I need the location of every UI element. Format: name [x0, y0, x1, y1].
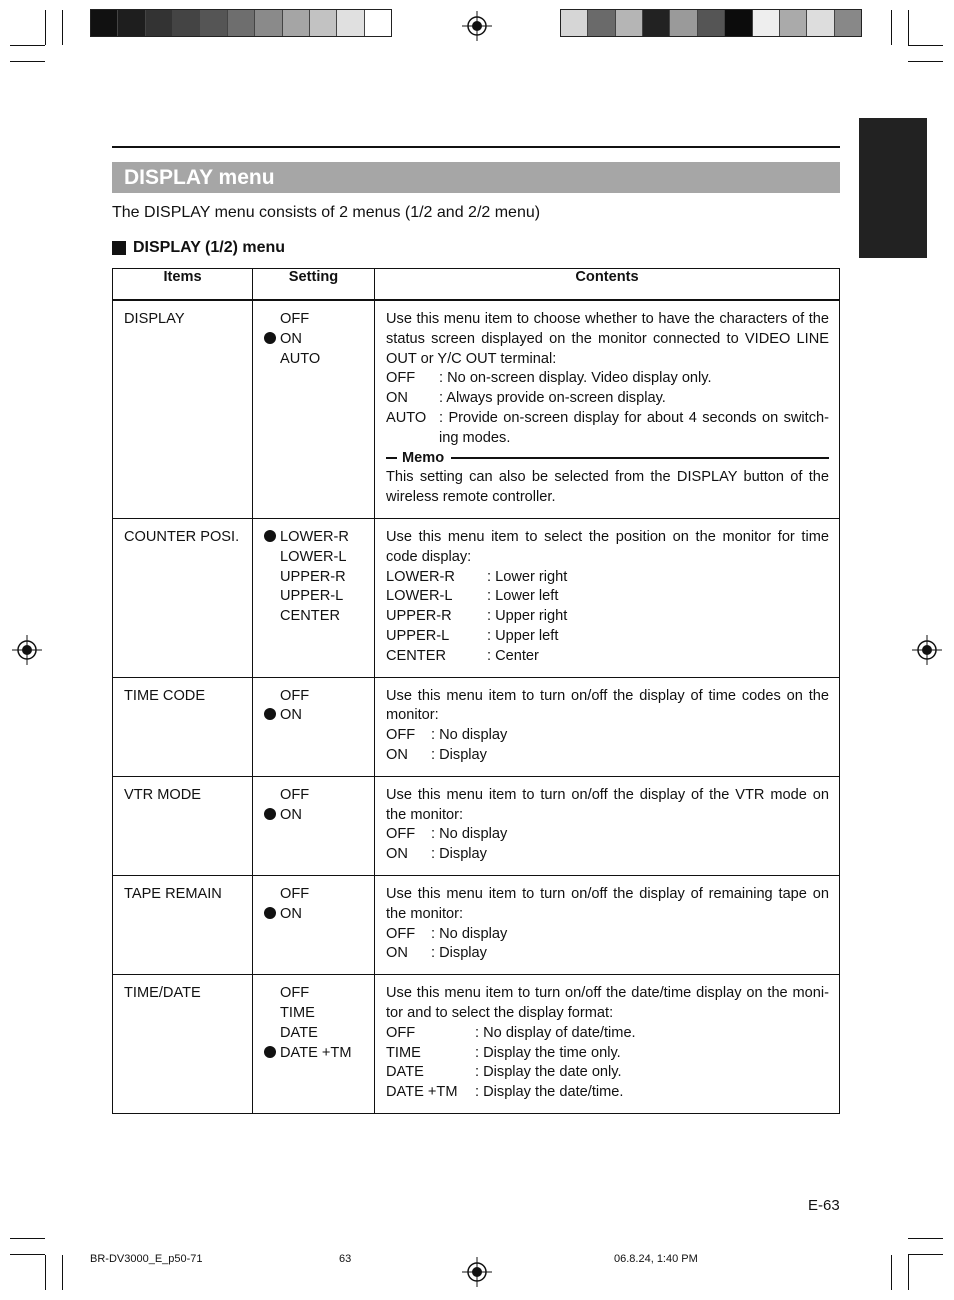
header-setting: Setting — [253, 269, 375, 301]
description: Use this menu item to select the position on the monitor for time code display: — [386, 528, 829, 565]
option-value: : Display the date/time. — [475, 1084, 624, 1101]
setting-option — [264, 528, 374, 548]
option-value: : Center — [487, 647, 539, 664]
setting-cell — [253, 300, 375, 518]
item-name: TIME/DATE — [124, 985, 201, 1002]
option-definition — [386, 825, 829, 845]
option-key: AUTO — [386, 409, 427, 426]
setting-label: ON — [280, 905, 302, 922]
square-bullet-icon — [112, 241, 126, 255]
option-definition — [386, 647, 829, 667]
option-definition — [386, 746, 829, 766]
option-value: : No display — [431, 826, 508, 843]
setting-label: OFF — [280, 687, 310, 704]
option-definition — [386, 726, 829, 746]
setting-option — [264, 706, 374, 726]
description: Use this menu item to turn on/off the display of time codes on the monitor: — [386, 687, 829, 724]
setting-option — [264, 1024, 374, 1044]
setting-option — [264, 587, 374, 607]
registration-mark-icon — [462, 11, 492, 41]
table-header-row — [113, 269, 840, 301]
memo-dash — [386, 457, 397, 459]
item-name: VTR MODE — [124, 786, 202, 803]
setting-label: ON — [280, 806, 302, 823]
selected-default-icon — [264, 706, 280, 726]
registration-mark-icon — [912, 635, 942, 665]
setting-cell — [253, 776, 375, 875]
setting-label: DATE — [280, 1024, 318, 1041]
table-row — [113, 875, 840, 974]
item-cell — [113, 300, 253, 518]
setting-cell — [253, 875, 375, 974]
item-cell — [113, 875, 253, 974]
option-definition — [386, 845, 829, 865]
table-row — [113, 776, 840, 875]
display-menu-table — [112, 268, 840, 1114]
option-key: ON — [386, 945, 408, 962]
option-value: : Upper right — [487, 608, 568, 625]
option-key: OFF — [386, 925, 416, 942]
setting-option — [264, 568, 374, 588]
setting-option — [264, 905, 374, 925]
contents-cell — [375, 518, 840, 677]
setting-cell — [253, 518, 375, 677]
option-key: DATE — [386, 1064, 424, 1081]
description: Use this menu item to turn on/off the date/time display on the moni-tor and to select the display format: — [386, 985, 829, 1021]
intro-text: The DISPLAY menu consists of 2 menus (1/2 and 2/2 menu) — [112, 204, 541, 221]
option-definition — [386, 607, 829, 627]
option-definition — [386, 587, 829, 607]
description: Use this menu item to turn on/off the display of remaining tape on the monitor: — [386, 885, 829, 922]
table-row — [113, 975, 840, 1114]
option-value: : No display — [431, 727, 508, 744]
option-definition — [386, 1044, 829, 1064]
option-key: CENTER — [386, 647, 446, 664]
option-definition — [386, 1063, 829, 1083]
setting-option — [264, 330, 374, 350]
option-key: OFF — [386, 826, 416, 843]
option-value: : No display of date/time. — [475, 1024, 636, 1041]
option-key: ON — [386, 390, 408, 407]
contents-cell — [375, 300, 840, 518]
header-items: Items — [113, 269, 253, 301]
option-definition — [386, 925, 829, 945]
setting-label: OFF — [280, 786, 310, 803]
option-key: TIME — [386, 1044, 421, 1061]
setting-label: CENTER — [280, 608, 340, 625]
setting-label: LOWER-L — [280, 548, 347, 565]
setting-label: UPPER-L — [280, 588, 344, 605]
table-row — [113, 300, 840, 518]
selected-default-icon — [264, 1044, 280, 1064]
item-name: DISPLAY — [124, 311, 185, 327]
memo-rule — [451, 457, 829, 459]
option-value: : Always provide on-screen display. — [439, 390, 666, 407]
option-value: : No display — [431, 925, 508, 942]
option-value: : Provide on-screen display for about 4 seconds on switch-ing modes. — [439, 409, 829, 446]
table-row — [113, 518, 840, 677]
setting-label: OFF — [280, 311, 310, 327]
option-definition — [386, 627, 829, 647]
setting-option — [264, 885, 374, 905]
setting-option — [264, 806, 374, 826]
setting-option — [264, 1004, 374, 1024]
option-value: : Upper left — [487, 627, 559, 644]
setting-cell — [253, 677, 375, 776]
option-key: UPPER-L — [386, 627, 450, 644]
option-definition — [386, 409, 829, 449]
footer-timestamp: 06.8.24, 1:40 PM — [614, 1253, 698, 1265]
setting-label: ON — [280, 330, 302, 347]
contents-cell — [375, 677, 840, 776]
memo-label: Memo — [402, 449, 445, 466]
option-value: : Display — [431, 746, 487, 763]
option-key: UPPER-R — [386, 608, 452, 625]
subheading-text: DISPLAY (1/2) menu — [133, 239, 286, 256]
setting-label: DATE +TM — [280, 1044, 352, 1061]
selected-default-icon — [264, 905, 280, 925]
setting-label: UPPER-R — [280, 568, 346, 585]
option-value: : Display the date only. — [475, 1064, 622, 1081]
option-definition — [386, 1083, 829, 1103]
option-key: LOWER-L — [386, 588, 453, 605]
memo-heading — [386, 449, 829, 469]
option-value: : Display — [431, 945, 487, 962]
subheading — [112, 239, 285, 257]
option-value: : Lower left — [487, 588, 559, 605]
contents-cell — [375, 875, 840, 974]
setting-cell — [253, 975, 375, 1114]
option-definition — [386, 1024, 829, 1044]
registration-mark-icon — [462, 1257, 492, 1287]
footer-page: 63 — [339, 1253, 352, 1265]
setting-label: TIME — [280, 1004, 315, 1021]
setting-label: OFF — [280, 985, 310, 1002]
option-definition — [386, 389, 829, 409]
selected-default-icon — [264, 330, 280, 350]
item-cell — [113, 518, 253, 677]
color-bar-right — [560, 9, 862, 37]
option-key: LOWER-R — [386, 568, 455, 585]
option-definition — [386, 369, 829, 389]
selected-default-icon — [264, 528, 280, 548]
contents-cell — [375, 776, 840, 875]
item-name: COUNTER POSI. — [124, 528, 240, 545]
option-value: : No on-screen display. Video display only. — [439, 370, 712, 387]
description: Use this menu item to choose whether to have the characters of the status screen displayed on the monitor connected to VIDEO LINE OUT or Y/C OUT terminal: — [386, 311, 829, 367]
option-definition — [386, 568, 829, 588]
setting-label: AUTO — [280, 350, 321, 367]
contents-cell — [375, 975, 840, 1114]
setting-option — [264, 350, 374, 370]
setting-label: OFF — [280, 885, 310, 902]
setting-option — [264, 687, 374, 707]
setting-option — [264, 1044, 374, 1064]
item-name: TAPE REMAIN — [124, 885, 222, 902]
option-definition — [386, 944, 829, 964]
option-value: : Display — [431, 846, 487, 863]
option-key: OFF — [386, 370, 416, 387]
option-value: : Lower right — [487, 568, 568, 585]
memo-text: This setting can also be selected from the DISPLAY button of the wireless remote controller. — [386, 469, 829, 506]
setting-option — [264, 984, 374, 1004]
setting-label: LOWER-R — [280, 528, 349, 545]
description: Use this menu item to turn on/off the display of the VTR mode on the monitor: — [386, 786, 829, 823]
option-value: : Display the time only. — [475, 1044, 621, 1061]
setting-option — [264, 607, 374, 627]
table-row — [113, 677, 840, 776]
item-name: TIME CODE — [124, 687, 206, 704]
footer-filename: BR-DV3000_E_p50-71 — [90, 1253, 203, 1265]
option-key: OFF — [386, 727, 416, 744]
title-bar — [112, 162, 840, 193]
option-key: DATE +TM — [386, 1084, 458, 1101]
top-rule — [112, 146, 840, 148]
header-contents: Contents — [375, 269, 840, 301]
setting-option — [264, 548, 374, 568]
setting-option — [264, 310, 374, 330]
selected-default-icon — [264, 806, 280, 826]
item-cell — [113, 975, 253, 1114]
item-cell — [113, 677, 253, 776]
option-key: OFF — [386, 1024, 416, 1041]
page-title: DISPLAY menu — [124, 166, 275, 189]
color-bar-left — [90, 9, 392, 37]
chapter-thumb-tab — [859, 118, 927, 258]
setting-option — [264, 786, 374, 806]
option-key: ON — [386, 846, 408, 863]
page-number: E-63 — [808, 1197, 840, 1214]
setting-label: ON — [280, 707, 302, 724]
item-cell — [113, 776, 253, 875]
option-key: ON — [386, 746, 408, 763]
registration-mark-icon — [12, 635, 42, 665]
